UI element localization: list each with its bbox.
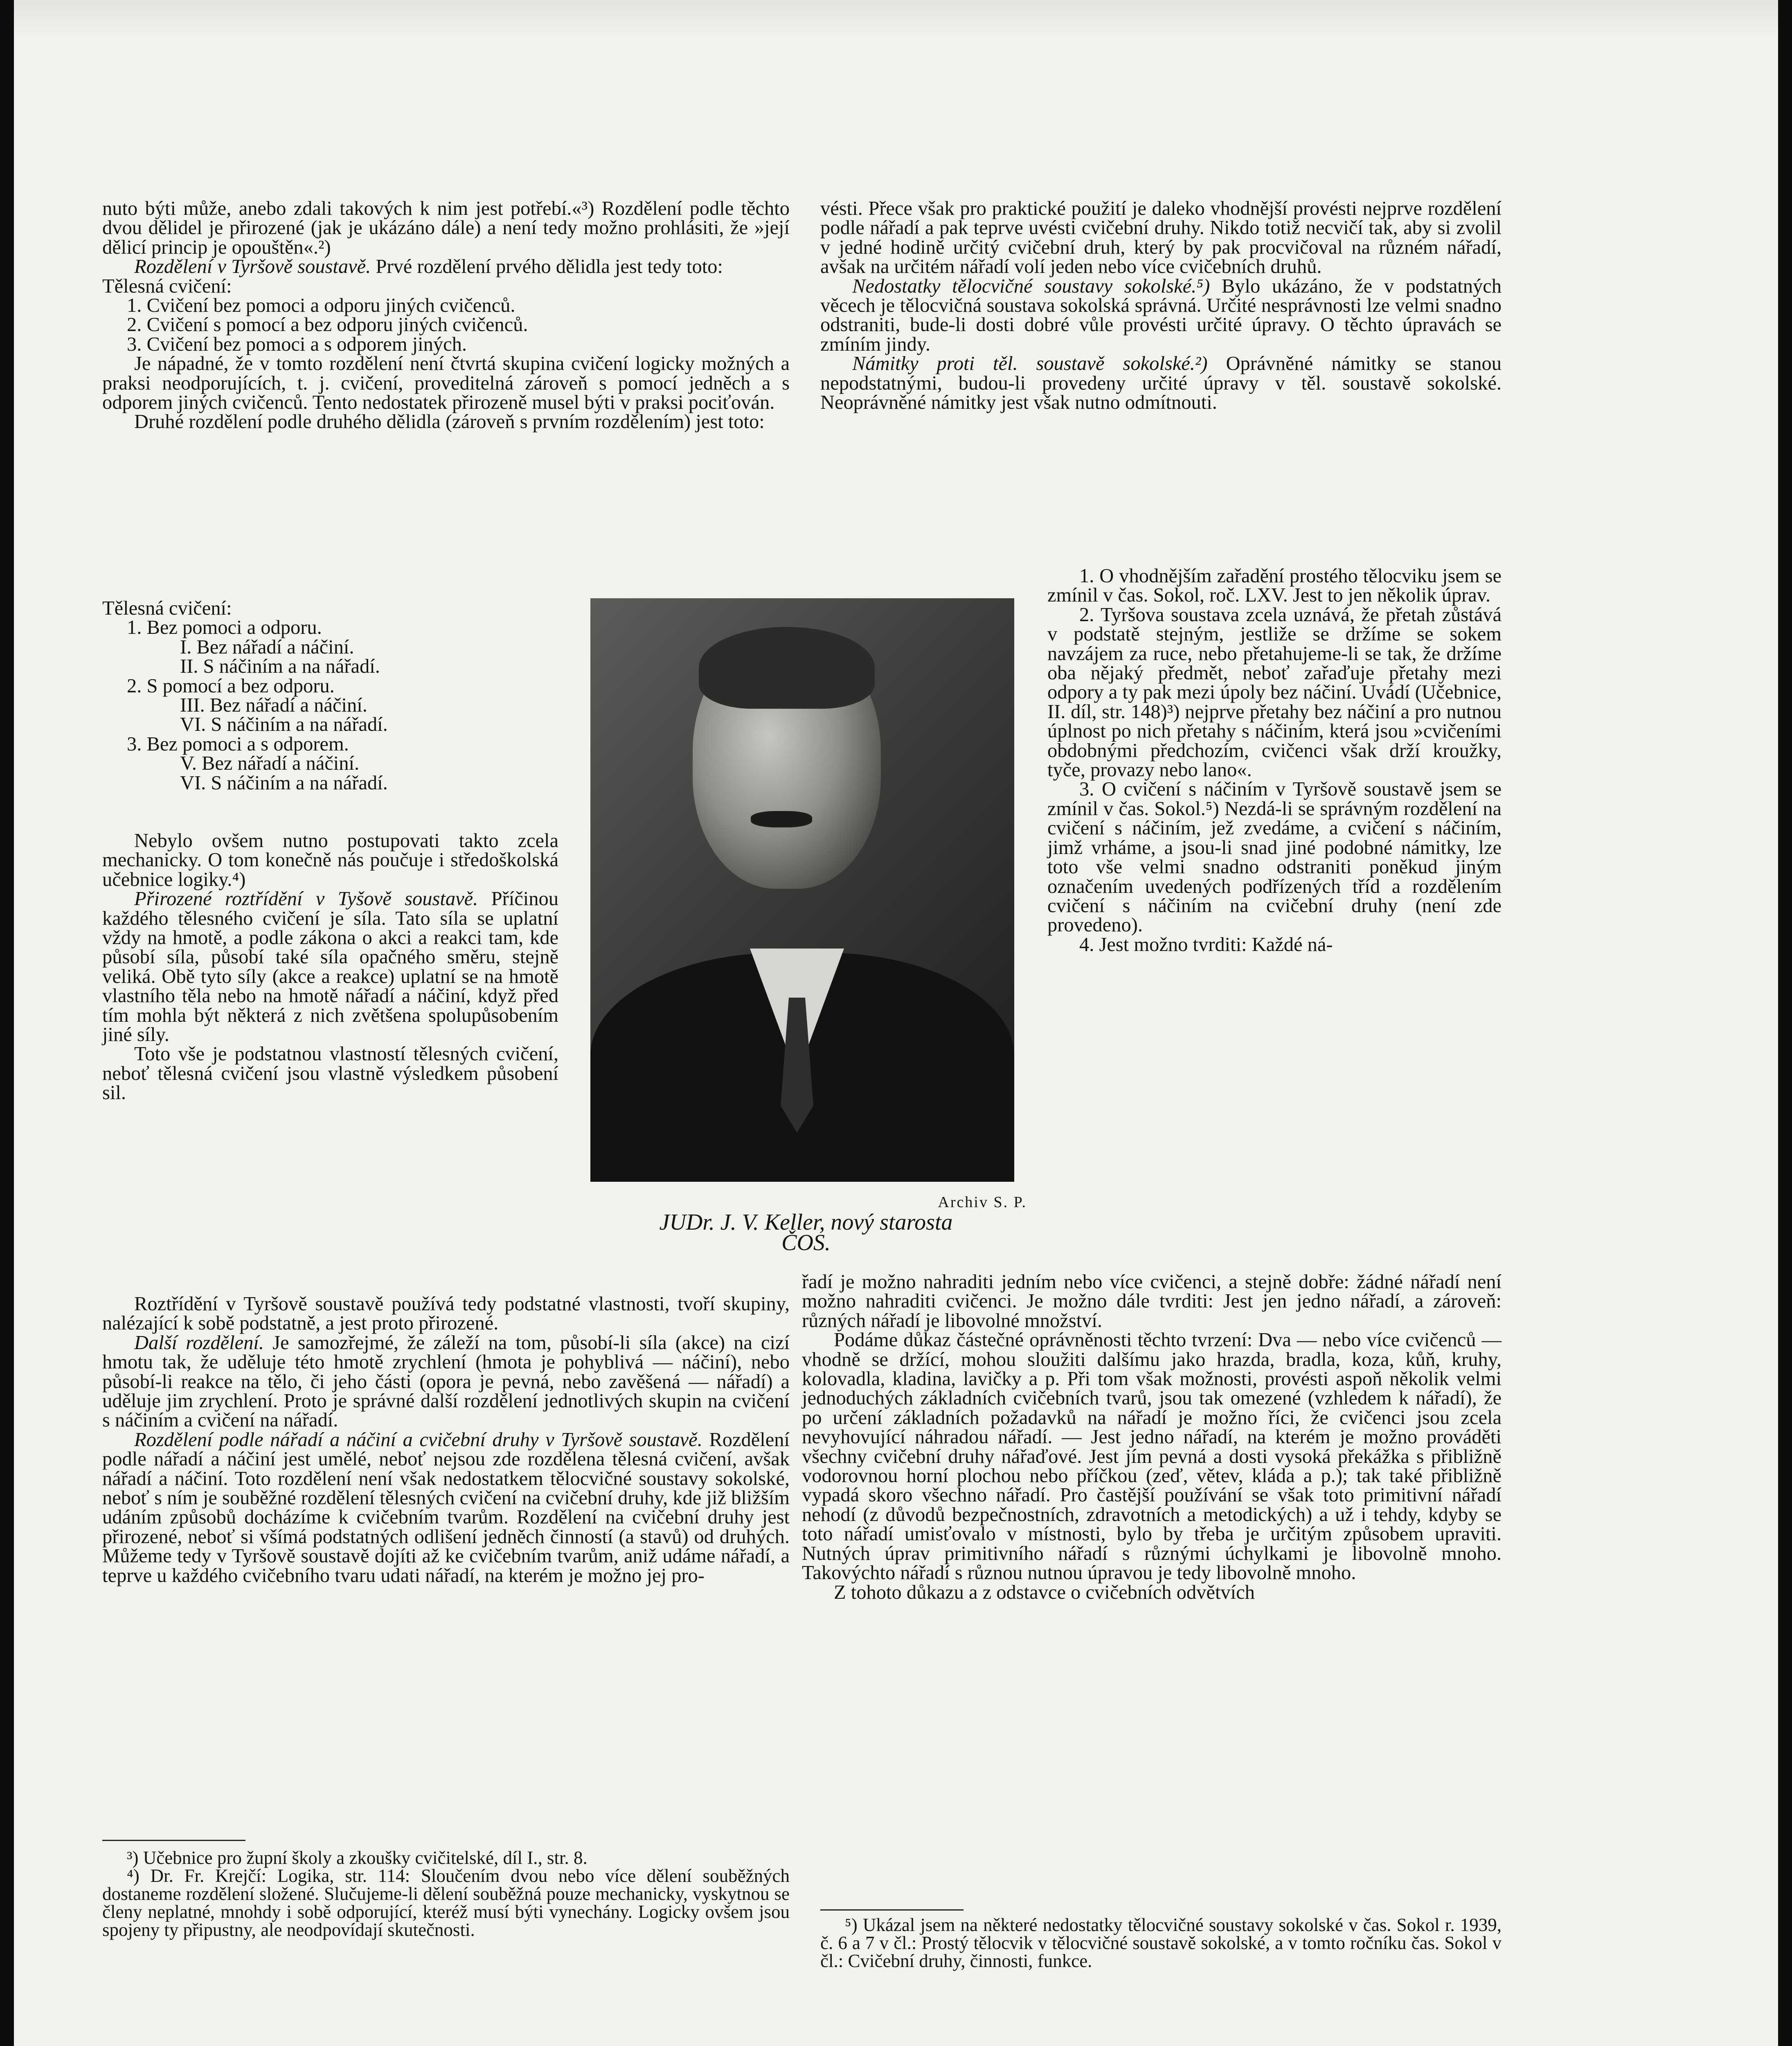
scan-edge-left: [0, 0, 14, 2046]
paragraph: Nebylo ovšem nutno postupovati takto zcela mechanicky. O tom konečně nás poučuje i středoškolská učebnice logiky.⁴): [102, 830, 558, 890]
heading-nedostatky: Nedostatky tělocvičné soustavy sokolské.⁵): [852, 275, 1210, 297]
paragraph: Další rozdělení. Je samozřejmé, že záleží na tom, působí-li síla (akce) na cizí hmotu tak, že uděluje této hmotě zrychlení (hmota je pohyblivá — náčiní), nebo působí-li reakce na tělo, či jeho části (opora je pevná, nebo zavěšená — nářadí) a uděluje jim zrychlení. Proto je správné další rozdělení jednotlivých skupin na cvičení s náčiním a cvičení na nářadí.: [102, 1332, 790, 1431]
left-wrap-column: [102, 831, 558, 1103]
list-item: 2. S pomocí a bez odporu.: [127, 675, 335, 697]
list-item: 3. Bez pomoci a s odporem.: [127, 733, 349, 755]
caption-line: ČOS.: [781, 1230, 831, 1255]
heading-rozdeleni: Rozdělení v Tyršově soustavě.: [134, 256, 371, 278]
heading-prirozene: Přirozené roztřídění v Tyšově soustavě.: [134, 888, 478, 910]
photo-caption: [581, 1212, 1031, 1253]
section-heading-paragraph: Rozdělení v Tyršově soustavě. Prvé rozdělení prvého dělidla jest tedy toto:: [134, 256, 723, 278]
footnote: ⁴) Dr. Fr. Krejčí: Logika, str. 114: Sloučením dvou nebo více dělení souběžných dostaneme rozdělení složené. Slučujeme-li dělení souběžná pouze mechanicky, vyskytnou se členy neplatné, mnohdy i sobě odporující, kteréž musí býti vynechány. Logicky ovšem jsou spojeny ty připustny, ale neodpovídají skutečnosti.: [102, 1866, 790, 1940]
list-item: 1. Bez pomoci a odporu.: [127, 617, 322, 639]
paragraph: Toto vše je podstatnou vlastností tělesných cvičení, neboť tělesná cvičení jsou vlastně výsledkem působení sil.: [102, 1043, 558, 1104]
list-item: 2. Cvičení s pomocí a bez odporu jiných cvičenců.: [127, 314, 528, 336]
footnote: ³) Učebnice pro župní školy a zkoušky cvičitelské, díl I., str. 8.: [127, 1848, 588, 1868]
paragraph: 2. Tyršova soustava zcela uznává, že přetah zůstává v podstatě stejným, jestliže se držíme se sokem navzájem za ruce, nebo přetahujeme-li se tak, že držíme oba nějaký předmět, neboť zařaďuje přetahy mezi odpory a ty pak mezi úpoly bez náčiní. Uvádí (Učebnice, II. díl, str. 148)³) nejprve přetahy bez náčiní a pro nutnou úplnost po nich přetahy s náčiním, která jsou »cvičeními obdobnými předchozím, cvičenci však drží kroužky, tyče, provazy nebo lano«.: [1047, 604, 1502, 781]
paragraph: 3. O cvičení s náčiním v Tyršově soustavě jsem se zmínil v čas. Sokol.⁵) Nezdá-li se správným rozdělení na cvičení s náčiním, jež zvedáme, a cvičení s náčiním, jimž vrháme, a jsou-li snad jiné podobné námitky, lze toto vše velmi snadno odstraniti poněkud jiným označením uvedených podřízených tříd a rozdělením cvičení s náčiním na cvičební druhy (není zde provedeno).: [1047, 778, 1502, 936]
footnotes-left: [102, 1849, 790, 1939]
list-subitem: V. Bez nářadí a náčiní.: [180, 753, 360, 775]
left-column: [102, 199, 790, 432]
right-column: [820, 199, 1502, 412]
caption-line: JUDr. J. V. Keller, nový starosta: [659, 1210, 953, 1235]
right-bottom-column: [802, 1272, 1502, 1602]
list-subitem: VI. S náčiním a na nářadí.: [180, 714, 388, 736]
list-subitem: III. Bez nářadí a náčiní.: [180, 694, 367, 717]
heading-dalsi: Další rozdělení.: [134, 1332, 264, 1354]
paragraph: Nedostatky tělocvičné soustavy sokolské.⁵) Bylo ukázáno, že v podstatných věcech je tělocvičná soustava sokolská správná. Určité nesprávnosti lze velmi snadno odstraniti, bude-li dosti dobré vůle provésti určité úpravy. O těchto úpravách se zmíním jindy.: [820, 275, 1502, 355]
paragraph: Roztřídění v Tyršově soustavě používá tedy podstatné vlastnosti, tvoří skupiny, nalézající k sobě podstatně, a jest proto přirozené.: [102, 1293, 790, 1334]
paragraph: Rozdělení podle nářadí a náčiní a cvičební druhy v Tyršově soustavě. Rozdělení podle nářadí a náčiní jest umělé, neboť nejsou zde rozdělena tělesná cvičení, avšak nářadí a náčiní. Toto rozdělení není však nedostatkem tělocvičné soustavy sokolské, neboť s ním je souběžné rozdělení tělesných cvičení na cvičební druhy, kde již bližším udáním způsobů docházíme k cvičebním tvarům. Rozdělení na cvičební druhy jest přirozené, neboť si všímá podstatných odlišení jedněch činností (a stavů) od druhých. Můžeme tedy v Tyršově soustavě dojíti až ke cvičebním tvarům, aniž udáme nářadí, a teprve u každého cvičebního tvaru udati nářadí, na kterém je možno jej pro-: [102, 1429, 790, 1586]
heading-namitky: Námitky proti těl. soustavě sokolské.²): [852, 353, 1208, 375]
paragraph: Druhé rozdělení podle druhého dělidla (zároveň s prvním rozdělením) jest toto:: [134, 411, 765, 433]
left-list-column: [102, 599, 573, 793]
scan-edge-right: [1778, 0, 1792, 2046]
left-bottom-column: [102, 1294, 790, 1585]
scan-top-bleed: [14, 0, 1778, 37]
portrait-photo: [590, 598, 1014, 1182]
photo-hair: [699, 627, 875, 709]
heading-naradi: Rozdělení podle nářadí a náčiní a cvičební druhy v Tyršově soustavě.: [134, 1429, 702, 1451]
paragraph: Je nápadné, že v tomto rozdělení není čtvrtá skupina cvičení logicky možných a praksi neodporujících, t. j. cvičení, proveditelná zároveň s pomocí jedněch a s odporem jiných cvičenců. Tento nedostatek přirozeně musel býti v praksi pociťován.: [102, 353, 790, 414]
photo-credit: Archiv S. P.: [938, 1194, 1027, 1211]
list-subitem: II. S náčiním a na nářadí.: [180, 656, 380, 678]
right-narrow-column: [1047, 566, 1502, 954]
paragraph: vésti. Přece však pro praktické použití je daleko vhodnější provésti nejprve rozdělení podle nářadí a pak teprve uvésti cvičební druhy. Nikdo totiž necvičí tak, aby si zvolil v jedné hodině určitý cvičební druh, který by pak procvičoval na různém nářadí, avšak na určitém nářadí volí jeden nebo více cvičebních druhů.: [820, 198, 1502, 278]
photo-mustache: [751, 811, 812, 827]
list-heading: Tělesná cvičení:: [102, 597, 232, 619]
paragraph: Podáme důkaz částečné oprávněnosti těchto tvrzení: Dva — nebo více cvičenců — vhodně se držící, mohou sloužiti dalšímu jako hrazda, bradla, koza, kůň, kruhy, kolovadla, kladina, lavičky a p. Při tom však možnosti, provésti aspoň několik velmi jednoduchých základních cvičebních tvarů, jsou tak omezené (vzhledem k nářadí), že po určení základních požadavků na nářadí je možno říci, že cvičenci jsou zcela nevyhovující náhradou nářadí. — Jest jedno nářadí, na kterém je možno prováděti všechny cvičební druhy nářaďové. Jest jím pevná a dosti vysoká překážka s přibližně vodorovnou horní plochou nebo příčkou (zeď, větev, kláda a p.); tak také přibližně vypadá skoro všechno nářadí. Pro častější používání se však toto primitivní nářadí nehodí (z důvodů bezpečnostních, zdravotních a metodických) a už i tehdy, kdyby se toto nářadí umisťovalo v místnosti, bylo by třeba je určitým způsobem upraviti. Nutných úprav primitivního nářadí s různými úchylkami je libovolně mnoho. Takovýchto nářadí s různou nutnou úpravou je tedy libovolně mnoho.: [802, 1329, 1502, 1584]
paragraph: 4. Jest možno tvrditi: Každé ná-: [1079, 933, 1333, 955]
list-item: 1. Cvičení bez pomoci a odporu jiných cvičenců.: [127, 295, 516, 317]
footnote-rule: [102, 1840, 245, 1841]
footnotes-right: [820, 1916, 1502, 1970]
paragraph: Námitky proti těl. soustavě sokolské.²) Oprávněné námitky se stanou nepodstatnými, budou-li provedeny určité úpravy v těl. soustavě sokolské. Neoprávněné námitky jest však nutno odmítnouti.: [820, 353, 1502, 414]
footnote-rule: [820, 1909, 964, 1911]
paragraph: řadí je možno nahraditi jedním nebo více cvičenci, a stejně dobře: žádné nářadí není možno nahraditi cvičenci. Je možno dále tvrditi: Jest jen jedno nářadí, a zároveň: různých nářadí je libovolné množství.: [802, 1271, 1502, 1332]
paragraph: nuto býti může, anebo zdali takových k nim jest potřebí.«³) Rozdělení podle těchto dvou dělidel je přirozené (jak je ukázáno dále) a není tedy možno prohlásiti, že »její dělicí princip je opouštěn«.²): [102, 198, 790, 258]
footnote: ⁵) Ukázal jsem na některé nedostatky tělocvičné soustavy sokolské v čas. Sokol r. 1939, č. 6 a 7 v čl.: Prostý tělocvik v tělocvičné soustavě sokolské, a v tomto ročníku čas. Sokol v čl.: Cvičební druhy, činnosti, funkce.: [820, 1915, 1502, 1971]
list-subitem: I. Bez nářadí a náčiní.: [180, 636, 354, 658]
paragraph: Z tohoto důkazu a z odstavce o cvičebních odvětvích: [834, 1581, 1255, 1603]
list-heading: Tělesná cvičení:: [102, 275, 232, 297]
list-subitem: VI. S náčiním a na nářadí.: [180, 772, 388, 794]
list-item: 3. Cvičení bez pomoci a s odporem jiných.: [127, 333, 467, 355]
paragraph: 1. O vhodnějším zařadění prostého tělocviku jsem se zmínil v čas. Sokol, roč. LXV. Jest to jen několik úprav.: [1047, 565, 1502, 606]
paragraph: Přirozené roztřídění v Tyšově soustavě. Příčinou každého tělesného cvičení je síla. Tato síla se uplatní vždy na hmotě, a podle zákona o akci a reakci tam, kde působí síla, působí také síla opačného směru, stejně veliká. Obě tyto síly (akce a reakce) uplatní se na hmotě vlastního těla nebo na hmotě nářadí a náčiní, když před tím mohla být některá z nich zvětšena spolupůsobením jiné síly.: [102, 888, 558, 1046]
